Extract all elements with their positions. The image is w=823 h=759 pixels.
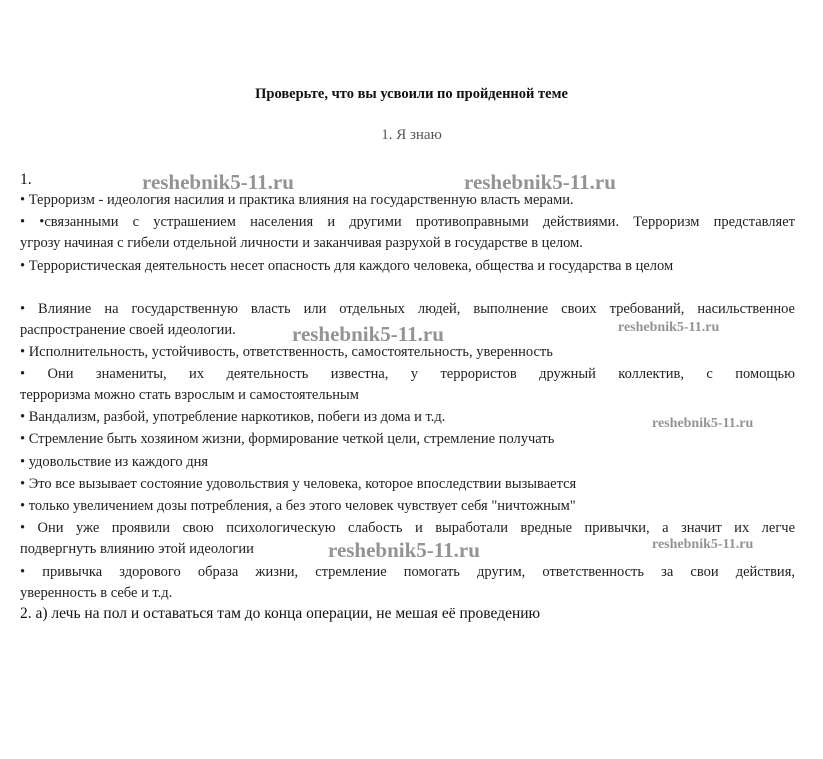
text-line: • Вандализм, разбой, употребление наркотиков, побеги из дома и т.д. <box>20 409 446 425</box>
watermark: reshebnik5-11.ru <box>142 170 294 194</box>
text-line: терроризма можно стать взрослым и самостоятельным <box>20 387 359 403</box>
watermark: reshebnik5-11.ru <box>618 320 720 335</box>
text-line: • Влияние на государственную власть или отдельных людей, выполнение своих требований, насильственное <box>20 301 795 317</box>
item-number-2-line: 2. а) лечь на пол и оставаться там до конца операции, не мешая её проведению <box>20 605 541 622</box>
text-line: • Они знамениты, их деятельность известна, у террористов дружный коллектив, с помощью <box>20 366 795 382</box>
text-line: • только увеличением дозы потребления, а без этого человек чувствует себя "ничтожным" <box>20 498 576 514</box>
watermark: reshebnik5-11.ru <box>328 538 480 562</box>
text-line: подвергнуть влиянию этой идеологии <box>20 541 254 557</box>
text-line: • Стремление быть хозяином жизни, формирование четкой цели, стремление получать <box>20 431 555 447</box>
text-line: • удовольствие из каждого дня <box>20 454 209 470</box>
watermark: reshebnik5-11.ru <box>292 322 444 346</box>
text-line: • Террористическая деятельность несет опасность для каждого человека, общества и государства в целом <box>20 258 674 274</box>
text-line: распространение своей идеологии. <box>20 322 236 338</box>
text-line: угрозу начиная с гибели отдельной личности и заканчивая разрухой в государстве в целом. <box>20 235 583 251</box>
item-number-1: 1. <box>20 171 32 188</box>
text-line: • Исполнительность, устойчивость, ответственность, самостоятельность, уверенность <box>20 344 553 360</box>
watermark: reshebnik5-11.ru <box>652 537 754 552</box>
text-line: • привычка здорового образа жизни, стремление помогать другим, ответственность за свои действия, <box>20 564 795 580</box>
text-line: • Терроризм - идеология насилия и практика влияния на государственную власть мерами. <box>20 192 574 208</box>
text-line: уверенность в себе и т.д. <box>20 585 173 601</box>
watermark: reshebnik5-11.ru <box>464 170 616 194</box>
text-line: • Это все вызывает состояние удовольствия у человека, которое впоследствии вызывается <box>20 476 577 492</box>
watermark: reshebnik5-11.ru <box>652 416 754 431</box>
text-line: • •связанными с устрашением населения и другими противоправными действиями. Терроризм представляет <box>20 214 795 230</box>
page-title: Проверьте, что вы усвоили по пройденной теме <box>255 86 568 102</box>
section-subtitle: 1. Я знаю <box>381 127 442 143</box>
text-line: • Они уже проявили свою психологическую слабость и выработали вредные привычки, а значит их легче <box>20 520 795 536</box>
